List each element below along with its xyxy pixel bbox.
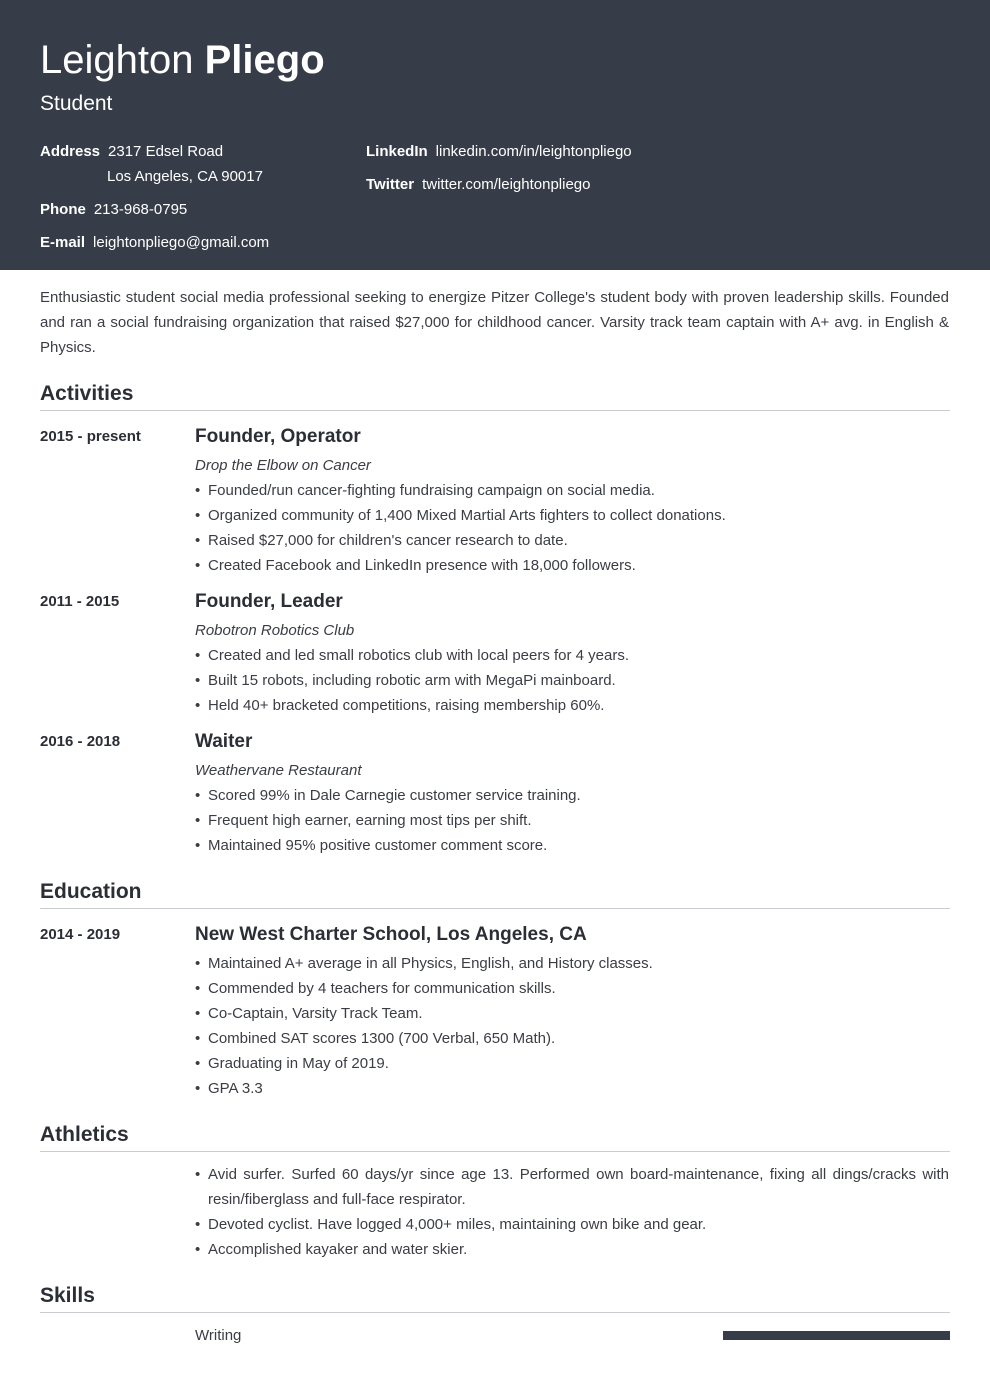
skill-level-bar (723, 1331, 950, 1340)
activity-role: Founder, Operator (195, 426, 361, 447)
section-divider (40, 410, 950, 411)
bullet-item: • Maintained 95% positive customer comment score. (195, 833, 949, 858)
first-name: Leighton (40, 38, 194, 82)
bullet-item: • Founded/run cancer-fighting fundraising campaign on social media. (195, 478, 949, 503)
bullet-item: • Created and led small robotics club with local peers for 4 years. (195, 643, 949, 668)
bullet-item: • Co-Captain, Varsity Track Team. (195, 1001, 949, 1026)
section-divider (40, 908, 950, 909)
section-title-education: Education (40, 880, 142, 903)
last-name: Pliego (204, 38, 325, 82)
section-title-activities: Activities (40, 382, 134, 405)
activity-dates: 2015 - present (40, 428, 141, 445)
candidate-role: Student (40, 92, 113, 115)
bullet-item: • Held 40+ bracketed competitions, raising membership 60%. (195, 693, 949, 718)
address-label: Address (40, 143, 101, 160)
skill-name: Writing (195, 1327, 242, 1344)
bullet-item: • Devoted cyclist. Have logged 4,000+ miles, maintaining own bike and gear. (195, 1212, 949, 1237)
education-bullets (195, 951, 949, 1101)
email-value[interactable]: leightonpliego@gmail.com (93, 234, 270, 251)
activity-bullets (195, 783, 949, 858)
education-school: New West Charter School, Los Angeles, CA (195, 924, 587, 945)
bullet-item: • Scored 99% in Dale Carnegie customer service training. (195, 783, 949, 808)
bullet-item: • Accomplished kayaker and water skier. (195, 1237, 949, 1262)
section-title-skills: Skills (40, 1284, 95, 1307)
linkedin-value[interactable]: linkedin.com/in/leightonpliego (435, 143, 632, 160)
bullet-item: • Avid surfer. Surfed 60 days/yr since age 13. Performed own board-maintenance, fixing all dings/cracks with resin/fiberglass and full-face respirator. (195, 1162, 949, 1212)
athletics-bullets (195, 1162, 949, 1262)
contact-twitter (366, 172, 591, 197)
address-line2: Los Angeles, CA 90017 (107, 168, 263, 185)
activity-org: Robotron Robotics Club (195, 622, 355, 639)
activity-org: Drop the Elbow on Cancer (195, 457, 371, 474)
bullet-item: • Maintained A+ average in all Physics, English, and History classes. (195, 951, 949, 976)
bullet-item: • Created Facebook and LinkedIn presence with 18,000 followers. (195, 553, 949, 578)
section-title-athletics: Athletics (40, 1123, 129, 1146)
skill-level-fill (723, 1331, 950, 1340)
bullet-item: • Combined SAT scores 1300 (700 Verbal, 650 Math). (195, 1026, 949, 1051)
phone-value: 213-968-0795 (93, 201, 188, 218)
education-dates: 2014 - 2019 (40, 926, 121, 943)
bullet-item: • Commended by 4 teachers for communication skills. (195, 976, 949, 1001)
contact-email (40, 230, 269, 255)
email-label: E-mail (40, 234, 86, 251)
bullet-item: • Raised $27,000 for children's cancer research to date. (195, 528, 949, 553)
activity-role: Founder, Leader (195, 591, 343, 612)
bullet-item: • Frequent high earner, earning most tips per shift. (195, 808, 949, 833)
phone-label: Phone (40, 201, 86, 218)
twitter-value[interactable]: twitter.com/leightonpliego (422, 176, 591, 193)
section-divider (40, 1312, 950, 1313)
activity-role: Waiter (195, 731, 253, 752)
contact-address (40, 139, 223, 164)
activity-dates: 2016 - 2018 (40, 733, 121, 750)
bullet-item: • Graduating in May of 2019. (195, 1051, 949, 1076)
activity-dates: 2011 - 2015 (40, 593, 120, 610)
resume-header (0, 0, 990, 270)
activity-bullets (195, 478, 949, 578)
contact-linkedin (366, 139, 632, 164)
profile-summary: Enthusiastic student social media professional seeking to energize Pitzer College's student body with proven leadership skills. Founded and ran a social fundraising organization that raised $27,000 for childhood cancer. Varsity track team captain with A+ avg. in English & Physics. (40, 289, 949, 356)
section-divider (40, 1151, 950, 1152)
linkedin-label: LinkedIn (366, 143, 428, 160)
bullet-item: • Organized community of 1,400 Mixed Martial Arts fighters to collect donations. (195, 503, 949, 528)
bullet-item: • Built 15 robots, including robotic arm with MegaPi mainboard. (195, 668, 949, 693)
candidate-name (40, 36, 325, 84)
activity-bullets (195, 643, 949, 718)
twitter-label: Twitter (366, 176, 415, 193)
bullet-item: • GPA 3.3 (195, 1076, 949, 1101)
address-line1: 2317 Edsel Road (108, 143, 224, 160)
activity-org: Weathervane Restaurant (195, 762, 362, 779)
contact-phone (40, 197, 187, 222)
